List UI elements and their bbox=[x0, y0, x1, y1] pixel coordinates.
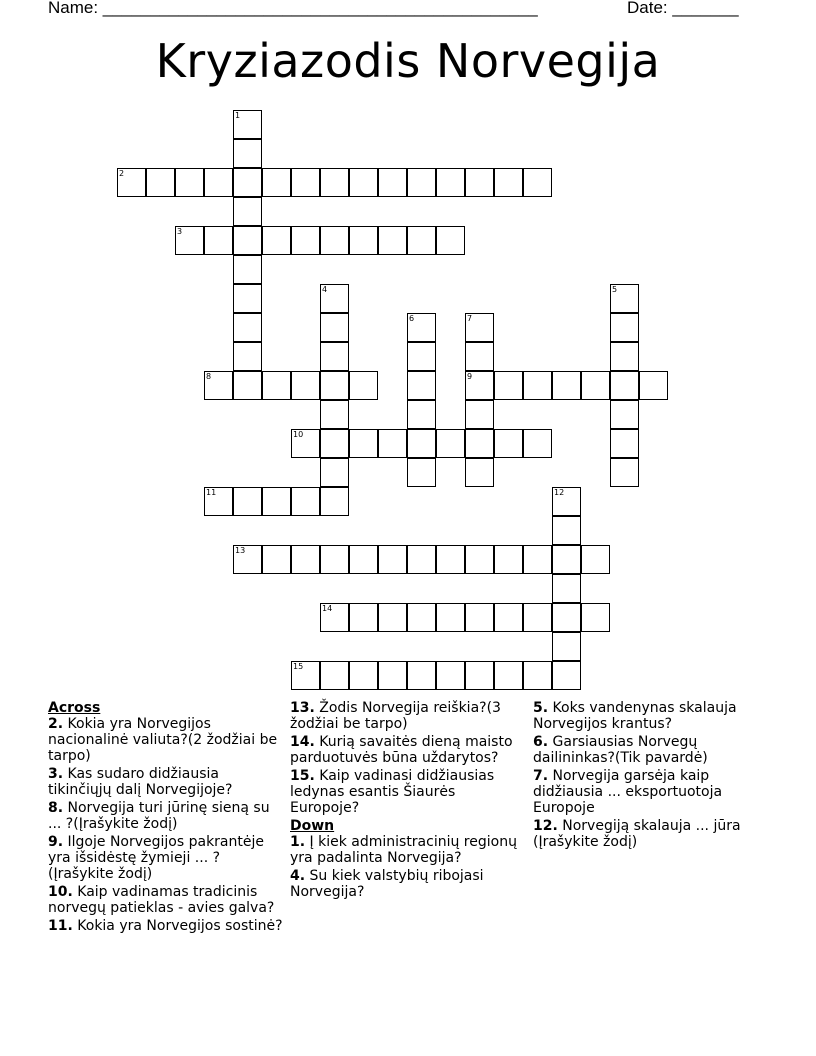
crossword-cell[interactable] bbox=[465, 342, 494, 371]
crossword-cell[interactable] bbox=[204, 226, 233, 255]
crossword-cell[interactable] bbox=[117, 168, 146, 197]
name-line: Name: ______________________________________________ bbox=[48, 0, 538, 17]
crossword-cell[interactable] bbox=[291, 487, 320, 516]
crossword-cell[interactable] bbox=[204, 487, 233, 516]
clue-across-14 bbox=[290, 734, 522, 766]
crossword-cell[interactable] bbox=[407, 226, 436, 255]
crossword-cell[interactable] bbox=[465, 603, 494, 632]
cell-number: 4 bbox=[322, 285, 328, 294]
crossword-cell[interactable] bbox=[436, 661, 465, 690]
down-heading: Down bbox=[290, 818, 335, 834]
clue-down-6 bbox=[533, 734, 773, 766]
crossword-cell[interactable] bbox=[378, 226, 407, 255]
crossword-cell[interactable] bbox=[523, 371, 552, 400]
crossword-cell[interactable] bbox=[465, 168, 494, 197]
crossword-cell[interactable] bbox=[233, 255, 262, 284]
crossword-cell[interactable] bbox=[320, 226, 349, 255]
clue-number: 1. bbox=[290, 834, 306, 850]
crossword-cell[interactable] bbox=[262, 168, 291, 197]
crossword-cell[interactable] bbox=[349, 226, 378, 255]
crossword-cell[interactable] bbox=[552, 661, 581, 690]
crossword-cell[interactable] bbox=[233, 284, 262, 313]
crossword-cell[interactable] bbox=[465, 429, 494, 458]
crossword-cell[interactable] bbox=[494, 168, 523, 197]
crossword-cell[interactable] bbox=[610, 371, 639, 400]
cell-number: 10 bbox=[293, 430, 304, 439]
crossword-cell[interactable] bbox=[262, 487, 291, 516]
clue-across-15 bbox=[290, 768, 522, 816]
crossword-cell[interactable] bbox=[436, 545, 465, 574]
crossword-cell[interactable] bbox=[610, 400, 639, 429]
crossword-cell[interactable] bbox=[581, 371, 610, 400]
crossword-cell[interactable] bbox=[465, 371, 494, 400]
crossword-cell[interactable] bbox=[552, 632, 581, 661]
crossword-cell[interactable] bbox=[552, 603, 581, 632]
crossword-cell[interactable] bbox=[233, 226, 262, 255]
crossword-cell[interactable] bbox=[175, 168, 204, 197]
crossword-cell[interactable] bbox=[465, 458, 494, 487]
clue-text: Norvegija garsėja kaip didžiausia ... eksportuotoja Europoje bbox=[533, 768, 723, 816]
crossword-cell[interactable] bbox=[407, 458, 436, 487]
clue-text: Kas sudaro didžiausia tikinčiųjų dalį Norvegijoje? bbox=[48, 766, 233, 798]
crossword-cell[interactable] bbox=[291, 168, 320, 197]
crossword-cell[interactable] bbox=[349, 371, 378, 400]
crossword-cell[interactable] bbox=[233, 110, 262, 139]
crossword-cell[interactable] bbox=[291, 545, 320, 574]
crossword-cell[interactable] bbox=[349, 661, 378, 690]
cell-number: 1 bbox=[235, 111, 241, 120]
clue-across-10 bbox=[48, 884, 284, 916]
crossword-cell[interactable] bbox=[378, 545, 407, 574]
crossword-cell[interactable] bbox=[349, 168, 378, 197]
clue-number: 5. bbox=[533, 700, 549, 716]
cell-number: 7 bbox=[467, 314, 473, 323]
crossword-cell[interactable] bbox=[320, 313, 349, 342]
clue-number: 2. bbox=[48, 716, 64, 732]
clue-text: Garsiausias Norvegų dailininkas?(Tik pavardė) bbox=[533, 734, 708, 766]
clue-text: Kokia yra Norvegijos sostinė? bbox=[77, 918, 283, 934]
clue-number: 15. bbox=[290, 768, 315, 784]
clue-column-2 bbox=[290, 700, 522, 902]
crossword-cell[interactable] bbox=[436, 429, 465, 458]
clue-text: Kaip vadinasi didžiausias ledynas esantis Šiaurės Europoje? bbox=[290, 768, 495, 816]
crossword-cell[interactable] bbox=[610, 284, 639, 313]
crossword-cell[interactable] bbox=[523, 168, 552, 197]
clue-text: Į kiek administracinių regionų yra padalinta Norvegija? bbox=[290, 834, 517, 866]
crossword-cell[interactable] bbox=[436, 603, 465, 632]
crossword-cell[interactable] bbox=[639, 371, 668, 400]
crossword-cell[interactable] bbox=[233, 545, 262, 574]
cell-number: 2 bbox=[119, 169, 125, 178]
crossword-cell[interactable] bbox=[233, 342, 262, 371]
crossword-cell[interactable] bbox=[494, 661, 523, 690]
clue-across-8 bbox=[48, 800, 284, 832]
crossword-cell[interactable] bbox=[552, 371, 581, 400]
clue-column-1 bbox=[48, 700, 284, 936]
crossword-cell[interactable] bbox=[465, 313, 494, 342]
cell-number: 6 bbox=[409, 314, 415, 323]
crossword-cell[interactable] bbox=[262, 226, 291, 255]
crossword-cell[interactable] bbox=[291, 661, 320, 690]
clue-column-3 bbox=[533, 700, 773, 852]
crossword-cell[interactable] bbox=[581, 603, 610, 632]
crossword-cell[interactable] bbox=[233, 197, 262, 226]
clue-across-3 bbox=[48, 766, 284, 798]
clue-number: 14. bbox=[290, 734, 315, 750]
clue-down-12 bbox=[533, 818, 773, 850]
crossword-cell[interactable] bbox=[465, 400, 494, 429]
crossword-cell[interactable] bbox=[407, 342, 436, 371]
clue-text: Kaip vadinamas tradicinis norvegų patieklas - avies galva? bbox=[48, 884, 275, 916]
crossword-cell[interactable] bbox=[494, 371, 523, 400]
cell-number: 8 bbox=[206, 372, 212, 381]
crossword-cell[interactable] bbox=[523, 661, 552, 690]
crossword-cell[interactable] bbox=[407, 168, 436, 197]
crossword-cell[interactable] bbox=[349, 545, 378, 574]
clue-across-9 bbox=[48, 834, 284, 882]
clue-down-4 bbox=[290, 868, 522, 900]
crossword-cell[interactable] bbox=[581, 545, 610, 574]
clue-text: Koks vandenynas skalauja Norvegijos krantus? bbox=[533, 700, 737, 732]
crossword-cell[interactable] bbox=[320, 458, 349, 487]
cell-number: 13 bbox=[235, 546, 246, 555]
clue-text: Žodis Norvegija reiškia?(3 žodžiai be tarpo) bbox=[290, 700, 501, 732]
clue-down-7 bbox=[533, 768, 773, 816]
crossword-cell[interactable] bbox=[349, 603, 378, 632]
clue-number: 13. bbox=[290, 700, 315, 716]
crossword-cell[interactable] bbox=[320, 429, 349, 458]
crossword-cell[interactable] bbox=[407, 429, 436, 458]
clue-number: 10. bbox=[48, 884, 73, 900]
clue-text: Kokia yra Norvegijos nacionalinė valiuta?(2 žodžiai be tarpo) bbox=[48, 716, 278, 764]
crossword-cell[interactable] bbox=[552, 574, 581, 603]
page-title: Kryziazodis Norvegija bbox=[155, 34, 661, 88]
crossword-cell[interactable] bbox=[320, 545, 349, 574]
crossword-cell[interactable] bbox=[407, 371, 436, 400]
crossword-cell[interactable] bbox=[523, 429, 552, 458]
crossword-cell[interactable] bbox=[610, 458, 639, 487]
cell-number: 5 bbox=[612, 285, 618, 294]
crossword-cell[interactable] bbox=[610, 342, 639, 371]
crossword-cell[interactable] bbox=[320, 661, 349, 690]
across-heading: Across bbox=[48, 700, 101, 716]
crossword-cell[interactable] bbox=[494, 545, 523, 574]
cell-number: 14 bbox=[322, 604, 333, 613]
crossword-cell[interactable] bbox=[320, 400, 349, 429]
crossword-cell[interactable] bbox=[175, 226, 204, 255]
cell-number: 12 bbox=[554, 488, 565, 497]
crossword-cell[interactable] bbox=[233, 313, 262, 342]
clue-number: 11. bbox=[48, 918, 73, 934]
clue-down-1 bbox=[290, 834, 522, 866]
crossword-cell[interactable] bbox=[552, 516, 581, 545]
crossword-cell[interactable] bbox=[291, 429, 320, 458]
crossword-cell[interactable] bbox=[407, 661, 436, 690]
cell-number: 11 bbox=[206, 488, 217, 497]
crossword-cell[interactable] bbox=[407, 603, 436, 632]
date-line: Date: _______ bbox=[627, 0, 739, 17]
clue-across-13 bbox=[290, 700, 522, 732]
clue-number: 12. bbox=[533, 818, 558, 834]
crossword-cell[interactable] bbox=[378, 661, 407, 690]
cell-number: 9 bbox=[467, 372, 473, 381]
crossword-cell[interactable] bbox=[378, 429, 407, 458]
clue-text: Norvegiją skalauja ... jūra (Įrašykite žodį) bbox=[533, 818, 741, 850]
crossword-cell[interactable] bbox=[204, 371, 233, 400]
crossword-cell[interactable] bbox=[465, 545, 494, 574]
crossword-cell[interactable] bbox=[262, 545, 291, 574]
crossword-cell[interactable] bbox=[523, 603, 552, 632]
crossword-cell[interactable] bbox=[233, 487, 262, 516]
crossword-cell[interactable] bbox=[552, 487, 581, 516]
crossword-cell[interactable] bbox=[320, 487, 349, 516]
crossword-cell[interactable] bbox=[233, 139, 262, 168]
clue-across-2 bbox=[48, 716, 284, 764]
clue-number: 6. bbox=[533, 734, 549, 750]
crossword-cell[interactable] bbox=[436, 168, 465, 197]
crossword-cell[interactable] bbox=[291, 371, 320, 400]
crossword-cell[interactable] bbox=[262, 371, 291, 400]
crossword-cell[interactable] bbox=[320, 603, 349, 632]
clue-across-11 bbox=[48, 918, 284, 934]
crossword-cell[interactable] bbox=[494, 429, 523, 458]
crossword-cell[interactable] bbox=[378, 168, 407, 197]
clue-number: 9. bbox=[48, 834, 64, 850]
clue-text: Norvegija turi jūrinę sieną su ... ?(Įrašykite žodį) bbox=[48, 800, 270, 832]
crossword-cell[interactable] bbox=[146, 168, 175, 197]
crossword-cell[interactable] bbox=[320, 284, 349, 313]
crossword-cell[interactable] bbox=[320, 371, 349, 400]
clue-text: Ilgoje Norvegijos pakrantėje yra išsidėstę žymieji ... ? (Įrašykite žodį) bbox=[48, 834, 264, 882]
clue-number: 8. bbox=[48, 800, 64, 816]
crossword-cell[interactable] bbox=[378, 603, 407, 632]
crossword-cell[interactable] bbox=[610, 313, 639, 342]
cell-number: 15 bbox=[293, 662, 304, 671]
crossword-cell[interactable] bbox=[407, 400, 436, 429]
crossword-cell[interactable] bbox=[349, 429, 378, 458]
crossword-cell[interactable] bbox=[610, 429, 639, 458]
clue-text: Su kiek valstybių ribojasi Norvegija? bbox=[290, 868, 484, 900]
crossword-cell[interactable] bbox=[407, 545, 436, 574]
crossword-cell[interactable] bbox=[204, 168, 233, 197]
crossword-cell[interactable] bbox=[291, 226, 320, 255]
crossword-cell[interactable] bbox=[233, 168, 262, 197]
clue-text: Kurią savaitės dieną maisto parduotuvės būna uždarytos? bbox=[290, 734, 513, 766]
crossword-cell[interactable] bbox=[320, 168, 349, 197]
crossword-cell[interactable] bbox=[552, 545, 581, 574]
cell-number: 3 bbox=[177, 227, 183, 236]
clue-number: 3. bbox=[48, 766, 64, 782]
clue-number: 7. bbox=[533, 768, 549, 784]
clue-number: 4. bbox=[290, 868, 306, 884]
crossword-cell[interactable] bbox=[436, 226, 465, 255]
crossword-cell[interactable] bbox=[407, 313, 436, 342]
clue-down-5 bbox=[533, 700, 773, 732]
crossword-cell[interactable] bbox=[233, 371, 262, 400]
crossword-cell[interactable] bbox=[523, 545, 552, 574]
crossword-cell[interactable] bbox=[320, 342, 349, 371]
crossword-cell[interactable] bbox=[494, 603, 523, 632]
crossword-cell[interactable] bbox=[465, 661, 494, 690]
